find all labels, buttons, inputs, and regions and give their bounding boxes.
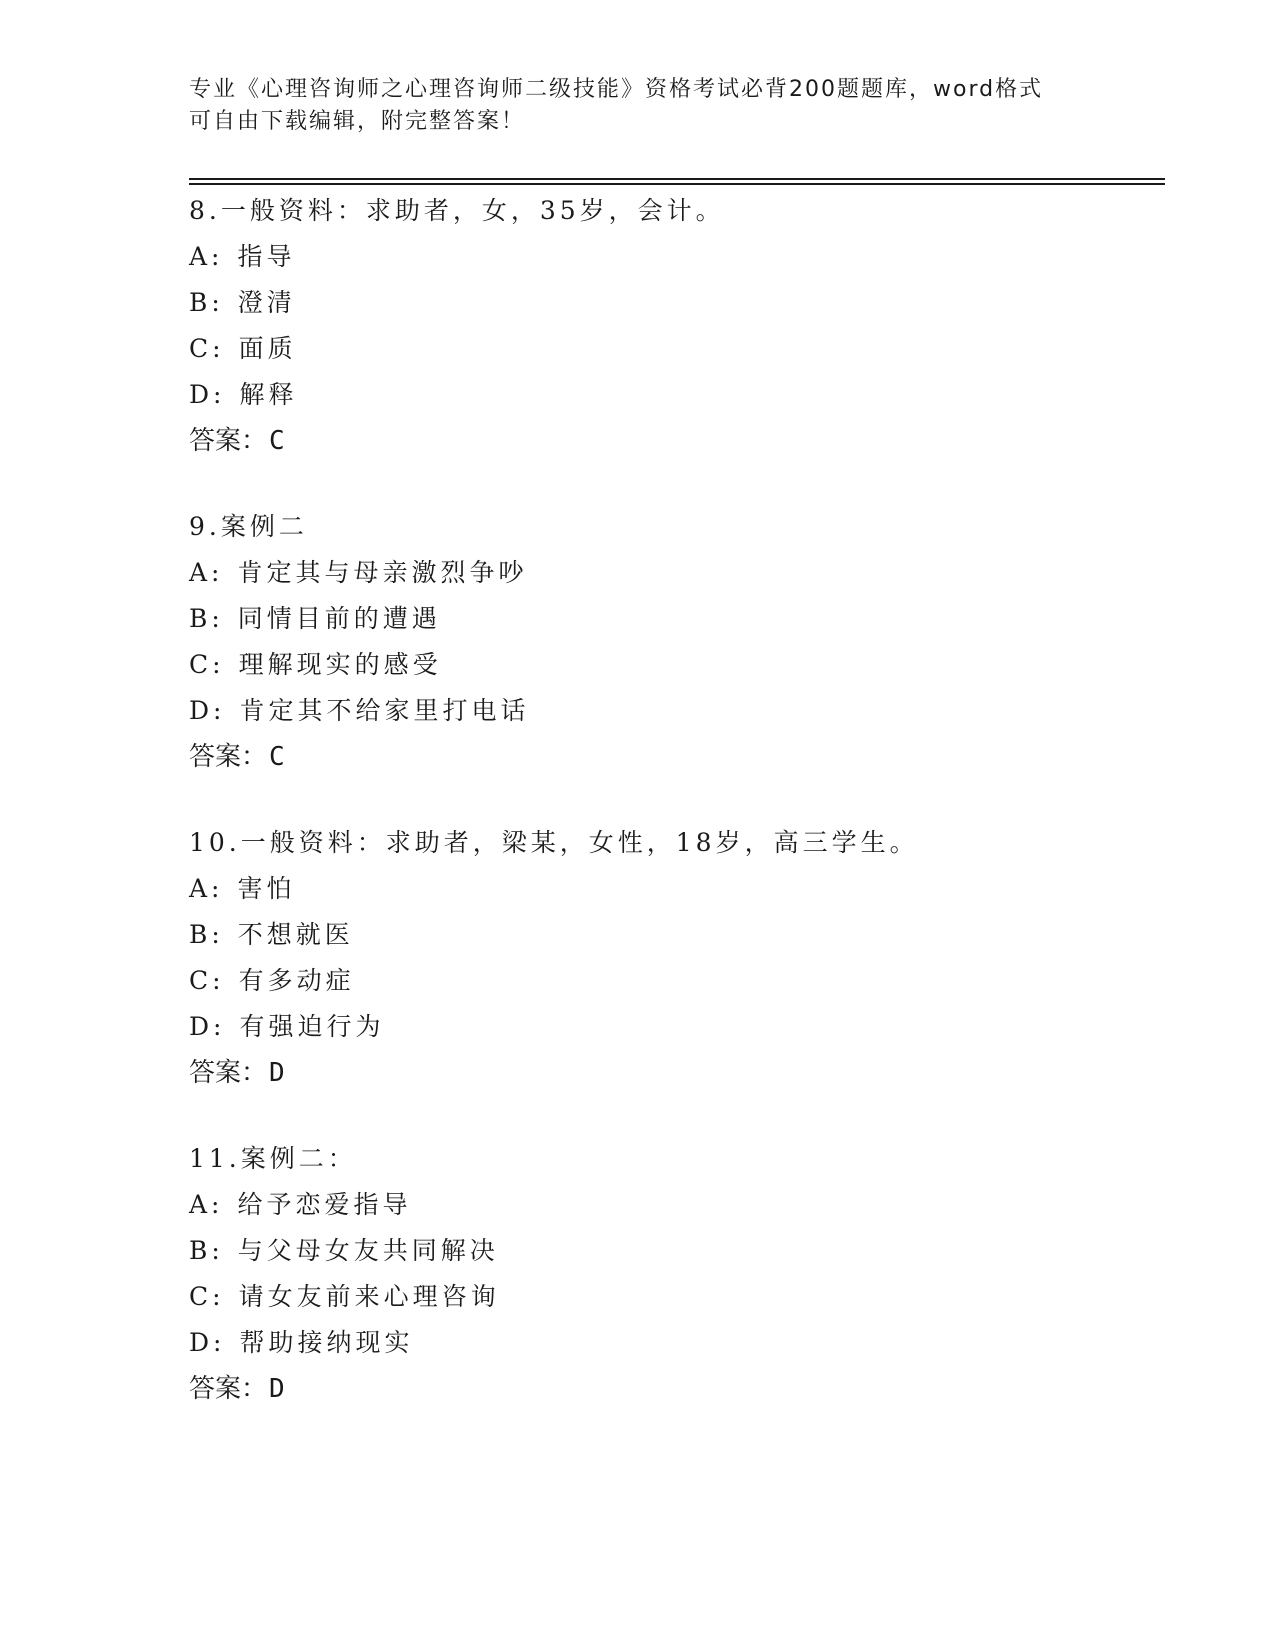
answer-value: D [269,1374,285,1404]
answer-value: C [269,426,285,456]
option-letter: A: [189,558,224,587]
option-letter: B: [189,1236,224,1265]
option-b [189,912,1149,958]
option-text: 肯定其与母亲激烈争吵 [237,558,528,587]
option-d [189,372,1149,418]
option-text: 澄清 [237,288,296,317]
option-letter: B: [189,604,224,633]
question-stem: 9.案例二 [189,512,308,541]
option-text: 有多动症 [238,966,355,995]
option-letter: C: [189,334,225,363]
option-d [189,1004,1149,1050]
option-text: 帮助接纳现实 [239,1328,414,1357]
document-header [189,74,1089,138]
option-a [189,550,1149,596]
option-text: 不想就医 [237,920,354,949]
answer-value: C [269,742,285,772]
answer-line [189,418,1149,464]
option-letter: A: [189,242,224,271]
answer-value: D [269,1058,285,1088]
question-block [189,1136,1149,1412]
option-text: 理解现实的感受 [238,650,442,679]
answer-label: 答案： [189,1374,268,1404]
option-text: 面质 [238,334,297,363]
header-line-1: 专业《心理咨询师之心理咨询师二级技能》资格考试必背200题题库，word格式 [189,77,1044,102]
option-c [189,958,1149,1004]
answer-line [189,1050,1149,1096]
option-text: 有强迫行为 [239,1012,385,1041]
question-stem: 8.一般资料：求助者，女，35岁，会计。 [189,196,725,225]
option-text: 指导 [237,242,296,271]
option-d [189,1320,1149,1366]
option-text: 解释 [239,380,298,409]
option-letter: D: [189,696,226,725]
question-block [189,504,1149,780]
answer-line [189,734,1149,780]
answer-label: 答案： [189,742,268,772]
option-b [189,280,1149,326]
option-c [189,326,1149,372]
question-block [189,820,1149,1096]
option-letter: C: [189,650,225,679]
option-b [189,596,1149,642]
option-b [189,1228,1149,1274]
option-text: 同情目前的遭遇 [237,604,441,633]
option-letter: D: [189,1328,226,1357]
question-block [189,188,1149,464]
option-text: 肯定其不给家里打电话 [239,696,530,725]
header-line-2: 可自由下载编辑，附完整答案！ [189,109,526,134]
answer-label: 答案： [189,426,268,456]
option-letter: C: [189,966,225,995]
option-c [189,642,1149,688]
answer-line [189,1366,1149,1412]
question-stem: 10.一般资料：求助者，梁某，女性，18岁，高三学生。 [189,828,919,857]
question-stem: 11.案例二： [189,1144,357,1173]
option-letter: A: [189,1190,224,1219]
option-a [189,234,1149,280]
option-a [189,866,1149,912]
answer-label: 答案： [189,1058,268,1088]
header-divider-top [189,178,1165,180]
option-letter: A: [189,874,224,903]
option-letter: B: [189,288,224,317]
option-letter: C: [189,1282,225,1311]
option-text: 害怕 [237,874,296,903]
option-text: 请女友前来心理咨询 [238,1282,500,1311]
option-c [189,1274,1149,1320]
header-divider-bottom [189,183,1165,185]
option-text: 与父母女友共同解决 [237,1236,499,1265]
option-letter: B: [189,920,224,949]
option-text: 给予恋爱指导 [237,1190,412,1219]
option-letter: D: [189,1012,226,1041]
option-a [189,1182,1149,1228]
option-letter: D: [189,380,226,409]
option-d [189,688,1149,734]
